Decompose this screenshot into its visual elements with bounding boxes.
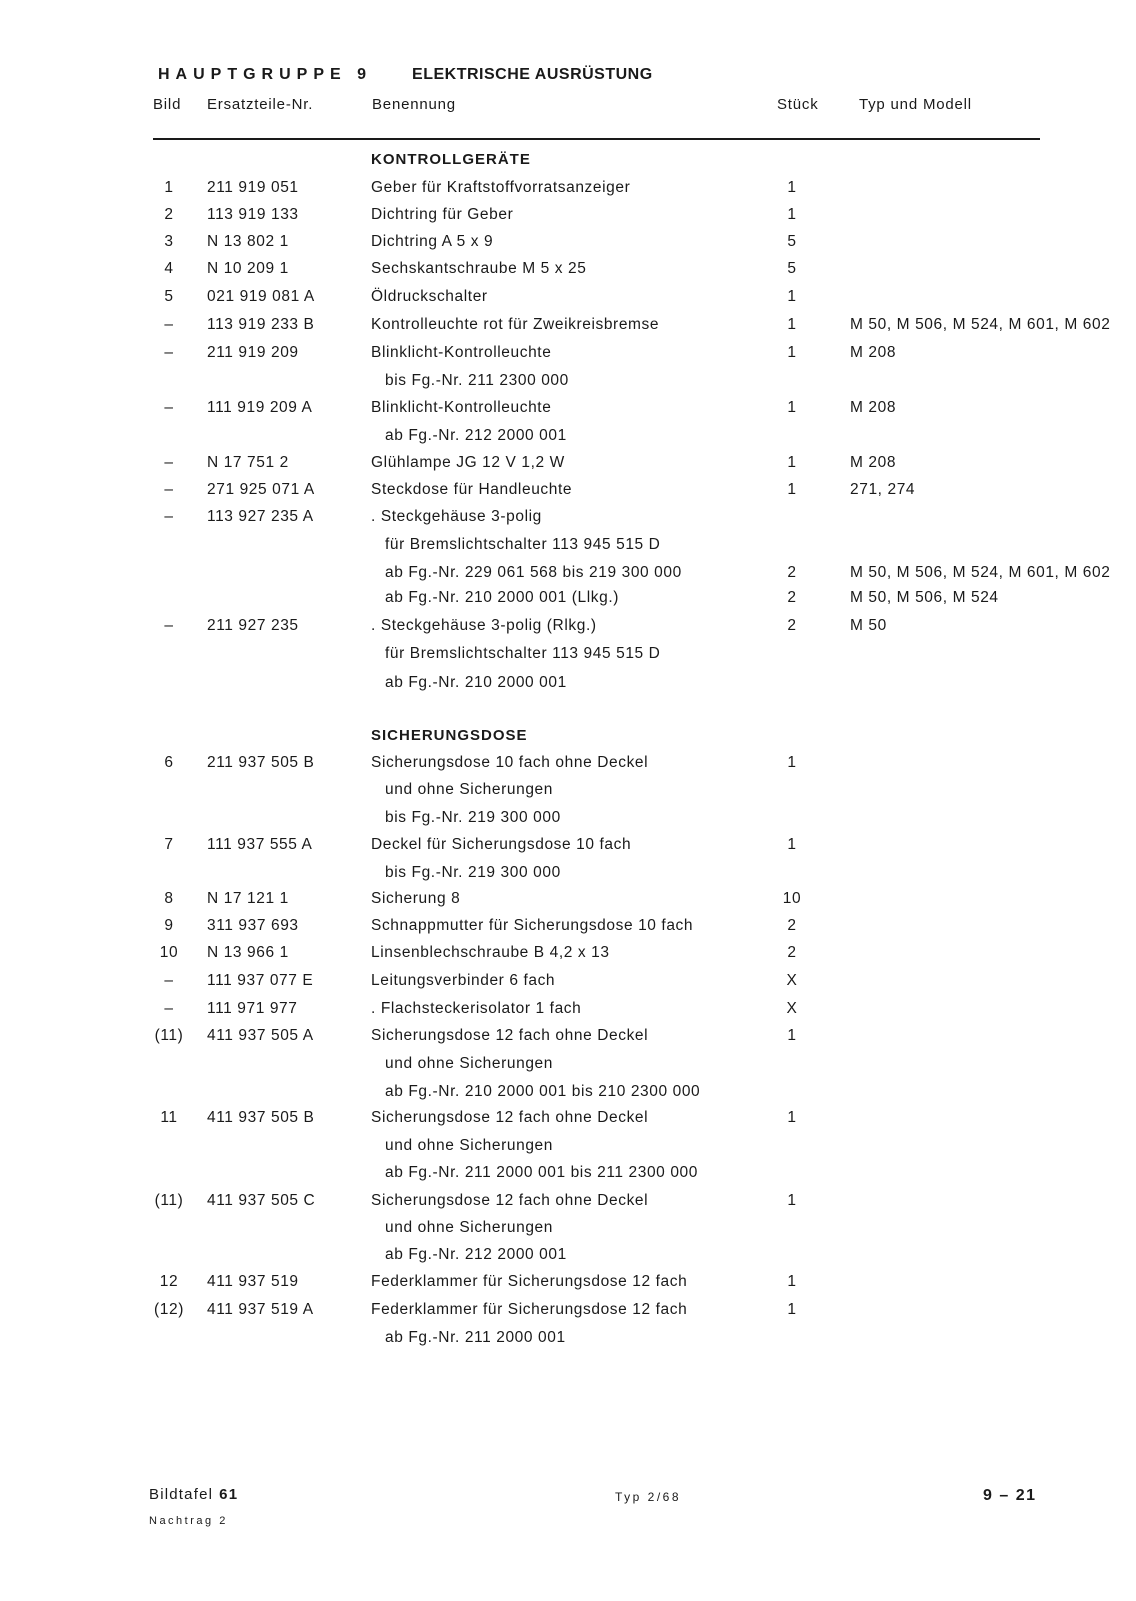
description-cell: . Flachsteckerisolator 1 fach — [371, 1000, 582, 1017]
part-number-cell: 411 937 519 — [207, 1273, 299, 1290]
figure-number-cell: 9 — [164, 917, 174, 934]
part-number-cell: 211 927 235 — [207, 617, 299, 634]
table-row — [0, 1219, 1136, 1243]
quantity-cell: 2 — [787, 944, 797, 961]
part-number-cell: 311 937 693 — [207, 917, 299, 934]
description-cell: ab Fg.-Nr. 210 2000 001 (Llkg.) — [385, 589, 620, 606]
description-cell: ab Fg.-Nr. 211 2000 001 — [385, 1329, 566, 1346]
type-model-cell: M 208 — [850, 399, 897, 416]
table-row — [0, 809, 1136, 833]
figure-number-cell: 6 — [164, 754, 174, 771]
quantity-cell: 1 — [787, 836, 797, 853]
description-cell: Federklammer für Sicherungsdose 12 fach — [371, 1301, 688, 1318]
table-row — [0, 1083, 1136, 1107]
section-heading-row — [0, 727, 1136, 751]
quantity-cell: 1 — [787, 1027, 797, 1044]
quantity-cell: 1 — [787, 1192, 797, 1209]
plate-label: Bildtafel — [149, 1486, 214, 1503]
description-cell: bis Fg.-Nr. 219 300 000 — [385, 809, 561, 826]
part-number-cell: 211 937 505 B — [207, 754, 315, 771]
description-cell: und ohne Sicherungen — [385, 1055, 553, 1072]
figure-number-cell: (11) — [154, 1027, 184, 1044]
description-cell: ab Fg.-Nr. 211 2000 001 bis 211 2300 000 — [385, 1164, 698, 1181]
table-row — [0, 179, 1136, 203]
quantity-cell: 1 — [787, 206, 797, 223]
supplement-note: Nachtrag 2 — [149, 1515, 228, 1527]
part-number-cell: 271 925 071 A — [207, 481, 315, 498]
column-header-bild: Bild — [153, 96, 182, 113]
type-model-cell: 271, 274 — [850, 481, 916, 498]
description-cell: SICHERUNGSDOSE — [371, 727, 528, 744]
table-row — [0, 260, 1136, 284]
part-number-cell: 211 919 209 — [207, 344, 299, 361]
column-header-quantity: Stück — [777, 96, 819, 113]
description-cell: . Steckgehäuse 3-polig (Rlkg.) — [371, 617, 597, 634]
quantity-cell: 1 — [787, 754, 797, 771]
figure-number-cell: – — [164, 316, 174, 333]
part-number-cell: 211 919 051 — [207, 179, 299, 196]
table-row — [0, 1027, 1136, 1051]
description-cell: für Bremslichtschalter 113 945 515 D — [385, 645, 661, 662]
quantity-cell: 5 — [787, 260, 797, 277]
figure-number-cell: – — [164, 454, 174, 471]
part-number-cell: 411 937 519 A — [207, 1301, 314, 1318]
table-row — [0, 536, 1136, 560]
description-cell: ab Fg.-Nr. 210 2000 001 — [385, 674, 567, 691]
part-number-cell: 111 919 209 A — [207, 399, 313, 416]
table-row — [0, 454, 1136, 478]
table-row — [0, 564, 1136, 588]
figure-number-cell: 12 — [159, 1273, 179, 1290]
quantity-cell: 1 — [787, 454, 797, 471]
figure-number-cell: 8 — [164, 890, 174, 907]
table-row — [0, 589, 1136, 613]
figure-number-cell: 3 — [164, 233, 174, 250]
description-cell: ab Fg.-Nr. 210 2000 001 bis 210 2300 000 — [385, 1083, 701, 1100]
figure-number-cell: 1 — [164, 179, 174, 196]
description-cell: Sicherungsdose 10 fach ohne Deckel — [371, 754, 649, 771]
quantity-cell: 1 — [787, 1273, 797, 1290]
description-cell: und ohne Sicherungen — [385, 1137, 553, 1154]
figure-number-cell: – — [164, 344, 174, 361]
description-cell: Schnappmutter für Sicherungsdose 10 fach — [371, 917, 694, 934]
page-number: 9 – 21 — [983, 1487, 1037, 1504]
quantity-cell: 10 — [782, 890, 802, 907]
table-row — [0, 645, 1136, 669]
type-note: Typ 2/68 — [615, 1490, 682, 1504]
quantity-cell: 1 — [787, 344, 797, 361]
table-row — [0, 233, 1136, 257]
description-cell: Blinklicht-Kontrolleuchte — [371, 399, 552, 416]
description-cell: Sicherungsdose 12 fach ohne Deckel — [371, 1192, 649, 1209]
figure-number-cell: – — [164, 1000, 174, 1017]
table-row — [0, 674, 1136, 698]
figure-number-cell: 11 — [160, 1109, 178, 1126]
figure-number-cell: – — [164, 399, 174, 416]
quantity-cell: 2 — [787, 564, 797, 581]
quantity-cell: 1 — [787, 1301, 797, 1318]
table-row — [0, 399, 1136, 423]
quantity-cell: 1 — [787, 316, 797, 333]
description-cell: Sicherungsdose 12 fach ohne Deckel — [371, 1027, 649, 1044]
figure-number-cell: (12) — [154, 1301, 184, 1318]
table-row — [0, 508, 1136, 532]
column-header-part-number: Ersatzteile-Nr. — [207, 96, 314, 113]
part-number-cell: 021 919 081 A — [207, 288, 315, 305]
quantity-cell: 1 — [787, 481, 797, 498]
part-number-cell: N 17 121 1 — [207, 890, 289, 907]
table-row — [0, 754, 1136, 778]
plate-number: 61 — [219, 1486, 239, 1503]
description-cell: Sechskantschraube M 5 x 25 — [371, 260, 587, 277]
table-row — [0, 1301, 1136, 1325]
table-row — [0, 344, 1136, 368]
figure-number-cell: 2 — [164, 206, 174, 223]
page-title — [158, 66, 653, 84]
description-cell: Leitungsverbinder 6 fach — [371, 972, 556, 989]
quantity-cell: 5 — [787, 233, 797, 250]
type-model-cell: M 50 — [850, 617, 887, 634]
figure-number-cell: (11) — [154, 1192, 184, 1209]
part-number-cell: 113 919 233 B — [207, 316, 315, 333]
figure-number-cell: – — [164, 617, 174, 634]
table-row — [0, 617, 1136, 641]
description-cell: ab Fg.-Nr. 212 2000 001 — [385, 1246, 567, 1263]
header-divider — [153, 138, 1040, 140]
description-cell: ab Fg.-Nr. 212 2000 001 — [385, 427, 567, 444]
part-number-cell: N 13 802 1 — [207, 233, 289, 250]
column-header-description: Benennung — [372, 96, 456, 113]
figure-number-cell: 10 — [159, 944, 179, 961]
table-row — [0, 1192, 1136, 1216]
part-number-cell: N 17 751 2 — [207, 454, 289, 471]
table-row — [0, 316, 1136, 340]
section-title: ELEKTRISCHE AUSRÜSTUNG — [412, 66, 653, 83]
description-cell: Geber für Kraftstoffvorratsanzeiger — [371, 179, 631, 196]
part-number-cell: 113 919 133 — [207, 206, 299, 223]
table-row — [0, 1137, 1136, 1161]
table-row — [0, 1329, 1136, 1353]
description-cell: ab Fg.-Nr. 229 061 568 bis 219 300 000 — [385, 564, 682, 581]
description-cell: Glühlampe JG 12 V 1,2 W — [371, 454, 565, 471]
description-cell: bis Fg.-Nr. 211 2300 000 — [385, 372, 569, 389]
description-cell: Deckel für Sicherungsdose 10 fach — [371, 836, 632, 853]
table-row — [0, 427, 1136, 451]
description-cell: Öldruckschalter — [371, 288, 488, 305]
table-row — [0, 1000, 1136, 1024]
type-model-cell: M 50, M 506, M 524, M 601, M 602 — [850, 316, 1111, 333]
main-group-label: HAUPTGRUPPE 9 — [158, 66, 373, 83]
description-cell: und ohne Sicherungen — [385, 1219, 553, 1236]
description-cell: für Bremslichtschalter 113 945 515 D — [385, 536, 661, 553]
table-row — [0, 288, 1136, 312]
table-row — [0, 206, 1136, 230]
type-model-cell: M 50, M 506, M 524, M 601, M 602 — [850, 564, 1111, 581]
type-model-cell: M 208 — [850, 344, 897, 361]
table-row — [0, 1246, 1136, 1270]
section-heading-row — [0, 151, 1136, 175]
description-cell: Kontrolleuchte rot für Zweikreisbremse — [371, 316, 660, 333]
description-cell: Sicherung 8 — [371, 890, 461, 907]
part-number-cell: 113 927 235 A — [207, 508, 314, 525]
description-cell: KONTROLLGERÄTE — [371, 151, 531, 168]
figure-number-cell: 5 — [164, 288, 174, 305]
table-row — [0, 781, 1136, 805]
table-row — [0, 944, 1136, 968]
table-row — [0, 890, 1136, 914]
description-cell: Linsenblechschraube B 4,2 x 13 — [371, 944, 610, 961]
quantity-cell: 1 — [787, 1109, 797, 1126]
table-row — [0, 864, 1136, 888]
description-cell: Federklammer für Sicherungsdose 12 fach — [371, 1273, 688, 1290]
part-number-cell: 111 937 077 E — [207, 972, 314, 989]
table-row — [0, 372, 1136, 396]
part-number-cell: 111 971 977 — [207, 1000, 298, 1017]
part-number-cell: 411 937 505 B — [207, 1109, 315, 1126]
quantity-cell: 1 — [787, 399, 797, 416]
figure-number-cell: – — [164, 508, 174, 525]
figure-number-cell: – — [164, 972, 174, 989]
table-row — [0, 1164, 1136, 1188]
table-row — [0, 972, 1136, 996]
description-cell: . Steckgehäuse 3-polig — [371, 508, 542, 525]
description-cell: Steckdose für Handleuchte — [371, 481, 573, 498]
table-row — [0, 481, 1136, 505]
table-row — [0, 836, 1136, 860]
part-number-cell: N 10 209 1 — [207, 260, 289, 277]
quantity-cell: 2 — [787, 589, 797, 606]
part-number-cell: 111 937 555 A — [207, 836, 313, 853]
part-number-cell: 411 937 505 C — [207, 1192, 316, 1209]
quantity-cell: 1 — [787, 288, 797, 305]
part-number-cell: N 13 966 1 — [207, 944, 289, 961]
table-row — [0, 1055, 1136, 1079]
figure-number-cell: 7 — [164, 836, 174, 853]
figure-number-cell: 4 — [164, 260, 174, 277]
table-row — [0, 917, 1136, 941]
description-cell: Dichtring für Geber — [371, 206, 514, 223]
description-cell: Sicherungsdose 12 fach ohne Deckel — [371, 1109, 649, 1126]
quantity-cell: 1 — [787, 179, 797, 196]
quantity-cell: 2 — [787, 617, 797, 634]
table-row — [0, 1109, 1136, 1133]
description-cell: Blinklicht-Kontrolleuchte — [371, 344, 552, 361]
type-model-cell: M 50, M 506, M 524 — [850, 589, 999, 606]
part-number-cell: 411 937 505 A — [207, 1027, 314, 1044]
figure-number-cell: – — [164, 481, 174, 498]
quantity-cell: X — [786, 972, 798, 989]
description-cell: und ohne Sicherungen — [385, 781, 553, 798]
quantity-cell: X — [786, 1000, 798, 1017]
plate-reference — [149, 1486, 238, 1503]
type-model-cell: M 208 — [850, 454, 897, 471]
column-header-type-model: Typ und Modell — [859, 96, 972, 113]
quantity-cell: 2 — [787, 917, 797, 934]
description-cell: bis Fg.-Nr. 219 300 000 — [385, 864, 561, 881]
table-row — [0, 1273, 1136, 1297]
description-cell: Dichtring A 5 x 9 — [371, 233, 494, 250]
